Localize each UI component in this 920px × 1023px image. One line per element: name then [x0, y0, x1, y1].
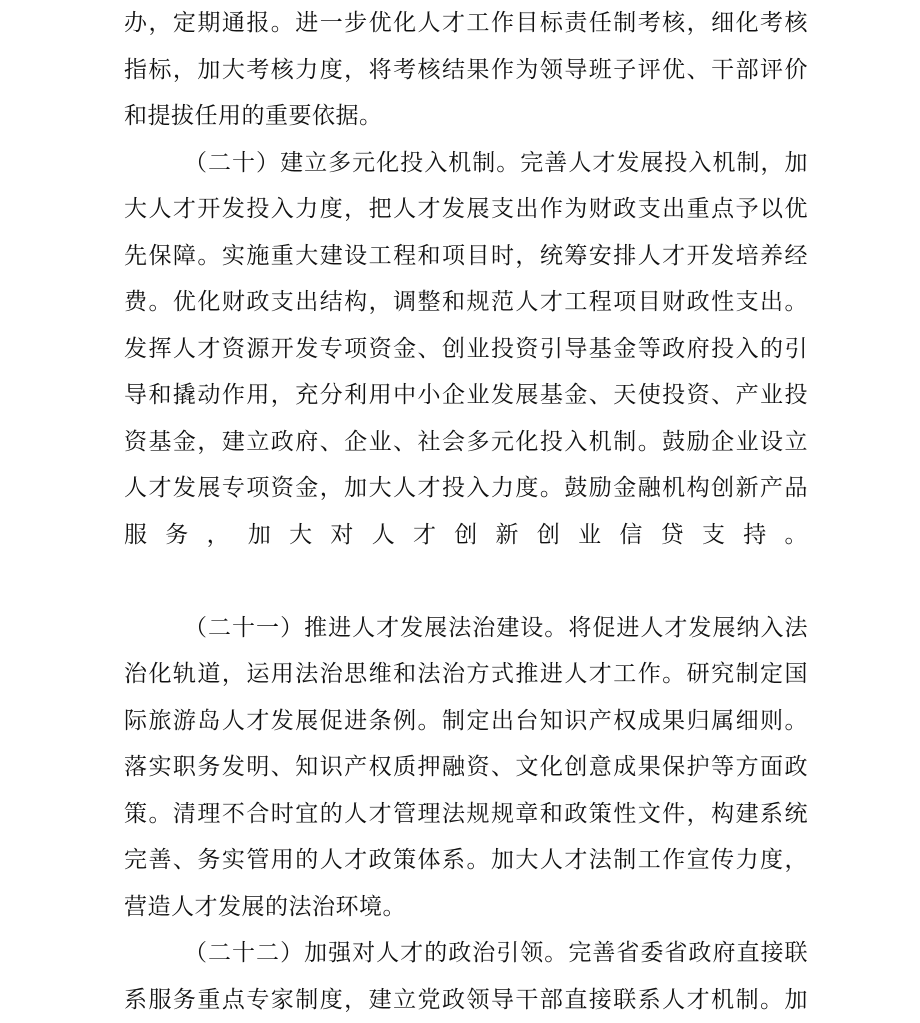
- paragraph-line: 大人才开发投入力度，把人才发展支出作为财政支出重点予以优: [124, 186, 808, 233]
- paragraph-line: 费。优化财政支出结构，调整和规范人才工程项目财政性支出。: [124, 279, 808, 326]
- paragraph-line: 和提拔任用的重要依据。: [124, 93, 808, 140]
- paragraph-line: 落实职务发明、知识产权质押融资、文化创意成果保护等方面政: [124, 744, 808, 791]
- paragraph-line: 治化轨道，运用法治思维和法治方式推进人才工作。研究制定国: [124, 651, 808, 698]
- paragraph-line: 际旅游岛人才发展促进条例。制定出台知识产权成果归属细则。: [124, 698, 808, 745]
- section-22-heading-line: （二十二）加强对人才的政治引领。完善省委省政府直接联: [124, 930, 808, 977]
- paragraph-line: 办，定期通报。进一步优化人才工作目标责任制考核，细化考核: [124, 0, 808, 47]
- paragraph-line: 发挥人才资源开发专项资金、创业投资引导基金等政府投入的引: [124, 326, 808, 373]
- paragraph-line: 营造人才发展的法治环境。: [124, 884, 808, 931]
- section-20-heading-line: （二十）建立多元化投入机制。完善人才发展投入机制，加: [124, 140, 808, 187]
- document-page: [124, 0, 808, 1023]
- paragraph-line: 先保障。实施重大建设工程和项目时，统筹安排人才开发培养经: [124, 233, 808, 280]
- paragraph-line: [124, 558, 808, 605]
- paragraph-line: 指标，加大考核力度，将考核结果作为领导班子评优、干部评价: [124, 47, 808, 94]
- section-21-heading-line: （二十一）推进人才发展法治建设。将促进人才发展纳入法: [124, 605, 808, 652]
- paragraph-line: 服务，加大对人才创新创业信贷支持。: [124, 512, 808, 559]
- paragraph-line: 人才发展专项资金，加大人才投入力度。鼓励金融机构创新产品: [124, 465, 808, 512]
- paragraph-line: 资基金，建立政府、企业、社会多元化投入机制。鼓励企业设立: [124, 419, 808, 466]
- paragraph-line: 导和撬动作用，充分利用中小企业发展基金、天使投资、产业投: [124, 372, 808, 419]
- paragraph-line: 策。清理不合时宜的人才管理法规规章和政策性文件，构建系统: [124, 791, 808, 838]
- paragraph-line: 完善、务实管用的人才政策体系。加大人才法制工作宣传力度，: [124, 837, 808, 884]
- paragraph-line: 系服务重点专家制度，建立党政领导干部直接联系人才机制。加: [124, 977, 808, 1023]
